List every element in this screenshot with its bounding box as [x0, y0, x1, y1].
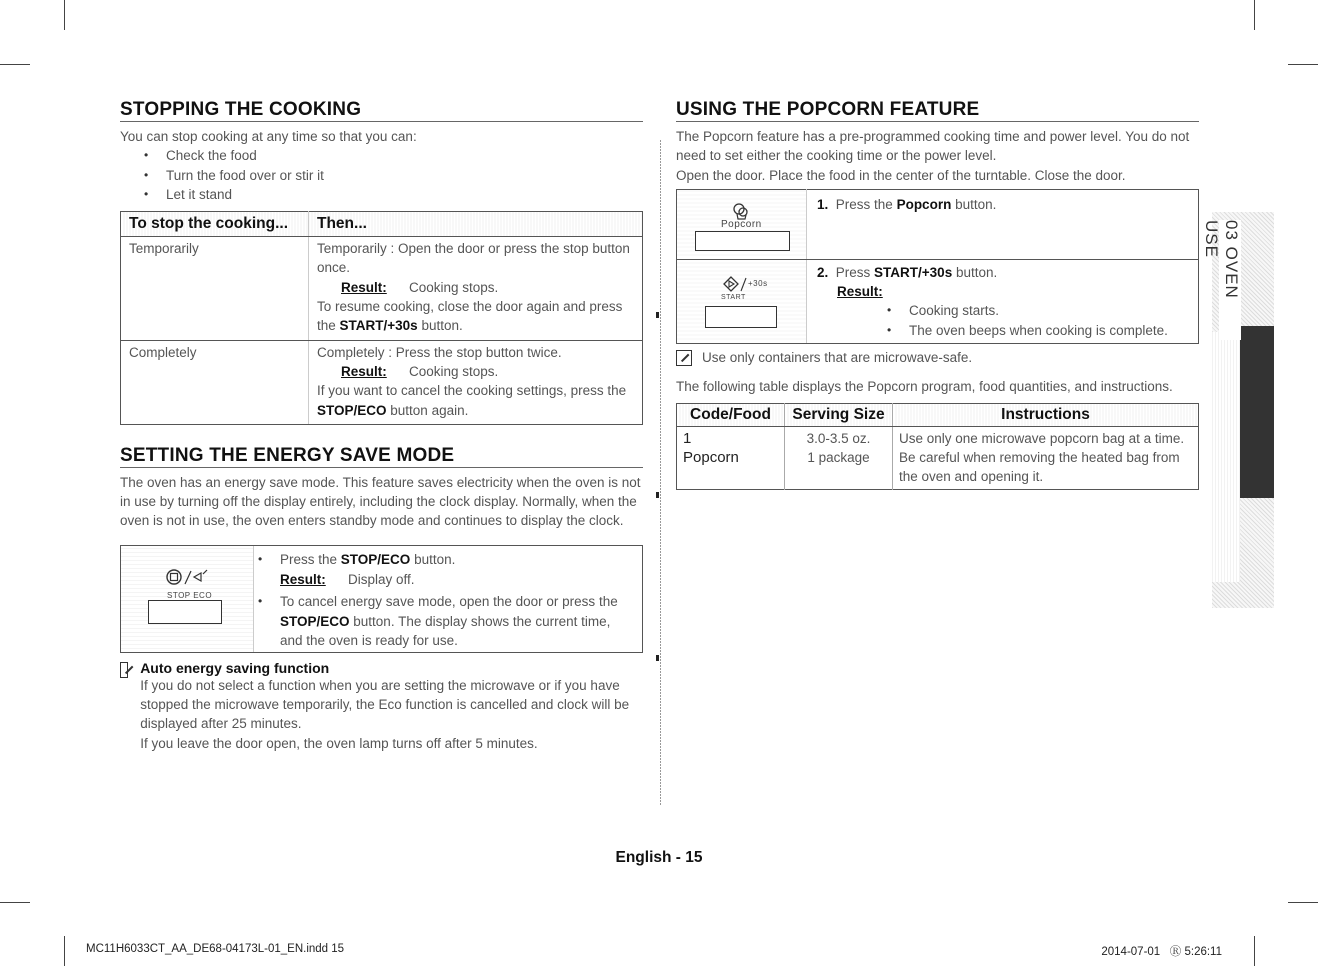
energy-steps-box	[120, 545, 643, 653]
section-title-stopping: STOPPING THE COOKING	[120, 98, 643, 122]
stopping-bullets	[144, 146, 643, 204]
text: button.	[417, 318, 463, 334]
table-cell	[309, 237, 643, 340]
button-name: STOP/ECO	[280, 613, 350, 629]
text: button.	[951, 196, 997, 212]
list-item: • Check the food	[144, 146, 643, 165]
popcorn-table	[676, 403, 1199, 490]
row-line	[317, 381, 634, 420]
crop-mark	[1254, 936, 1255, 966]
result-line	[317, 278, 634, 297]
button-name: Popcorn	[896, 196, 952, 212]
text: Press the	[835, 196, 897, 212]
crop-mark	[1288, 64, 1318, 65]
list-item: • Turn the food over or stir it	[144, 166, 643, 185]
step-number: 2.	[817, 264, 829, 280]
panel-label: START	[721, 293, 746, 301]
popcorn-intro: Open the door. Place the food in the center of the turntable. Close the door.	[676, 167, 1126, 183]
timestamp: 2014-07-01 Ⓡ 5:26:11	[1101, 946, 1222, 958]
list-item: • The oven beeps when cooking is complete.	[887, 321, 1188, 340]
crop-mark	[64, 936, 65, 966]
crop-mark	[1288, 902, 1318, 903]
column-divider	[660, 140, 661, 805]
text: button. The display shows the current time, and the oven is ready for use.	[280, 613, 611, 648]
step-cell	[807, 259, 1199, 343]
note-block	[120, 660, 643, 753]
section-title-popcorn: USING THE POPCORN FEATURE	[676, 98, 1199, 122]
table-header: Instructions	[893, 403, 1199, 426]
result-line	[280, 570, 636, 589]
step-number: 1.	[817, 196, 829, 212]
list-item	[258, 592, 636, 650]
result-text: Cooking stops.	[409, 279, 499, 295]
table-intro: The following table displays the Popcorn program, food quantities, and instructions.	[676, 379, 1173, 395]
step-line	[817, 263, 1188, 282]
result-label-line	[817, 282, 1188, 301]
button-name: START/+30s	[339, 318, 418, 334]
result-label: Result:	[280, 572, 326, 588]
display-window	[705, 306, 777, 328]
table-cell	[677, 426, 785, 489]
text: To cancel energy save mode, open the door or press the	[280, 594, 618, 610]
size-value: 3.0-3.5 oz.	[806, 430, 871, 446]
list-item: • Cooking starts.	[887, 301, 1188, 320]
text: To resume cooking, close the door again and press the	[317, 299, 623, 334]
note-content	[140, 660, 643, 753]
button-name: STOP/ECO	[340, 551, 411, 567]
stopping-intro: You can stop cooking at any time so that you can:	[120, 129, 417, 144]
note-title: Auto energy saving function	[140, 659, 330, 676]
result-label: Result:	[837, 284, 883, 300]
panel-sublabel: +30s	[748, 278, 768, 288]
divider-mark	[656, 492, 659, 498]
tab-marker	[1240, 326, 1274, 498]
step-cell	[807, 189, 1199, 259]
panel-label: Popcorn	[721, 218, 762, 230]
table-row	[677, 426, 1199, 489]
text: Press the	[280, 551, 341, 567]
note-text: Use only containers that are microwave-safe.	[702, 350, 973, 366]
table-header: Code/Food	[677, 403, 785, 426]
button-name: START/+30s	[874, 264, 953, 280]
text: button again.	[386, 402, 469, 418]
table-cell: Completely	[121, 340, 309, 424]
result-line	[317, 362, 634, 381]
table-header: To stop the cooking...	[121, 212, 309, 237]
popcorn-icon	[732, 202, 750, 220]
table-cell: Temporarily	[121, 237, 309, 340]
result-label: Result:	[341, 279, 387, 295]
file-info: MC11H6033CT_AA_DE68-04173L-01_EN.indd 15	[86, 943, 345, 955]
list-item	[258, 550, 636, 590]
control-panel-illustration	[121, 546, 254, 652]
result-text: Display off.	[348, 572, 415, 588]
tab-strip	[1212, 332, 1240, 582]
note-icon	[676, 350, 692, 366]
text: button.	[410, 551, 456, 567]
row-line: Completely : Press the stop button twice.	[317, 344, 562, 360]
row-line	[317, 297, 634, 336]
energy-intro: The oven has an energy save mode. This feature saves electricity when the oven is not in use by turning off the display entirely, including the clock display. Normally, when the oven is not in use, the oven enters standby mode and continues to display the clock.	[120, 474, 641, 529]
popcorn-steps-table	[676, 189, 1199, 344]
display-window	[695, 231, 790, 251]
text: button.	[952, 264, 998, 280]
popcorn-intro: The Popcorn feature has a pre-programmed cooking time and power level. You do not need to set either the cooking time or the power level.	[676, 129, 1190, 164]
crop-mark	[0, 64, 30, 65]
crop-mark	[0, 902, 30, 903]
list-item: • Let it stand	[144, 185, 643, 204]
table-row	[677, 189, 1199, 259]
note-block	[676, 348, 1199, 367]
chapter-label: 03 OVEN USE	[1219, 220, 1241, 340]
note-paragraph: If you do not select a function when you are setting the microwave or if you have stopped the microwave temporarily, the Eco function is cancelled and clock will be displayed after 25 minutes.	[140, 677, 630, 732]
energy-steps	[254, 546, 642, 652]
table-cell	[309, 340, 643, 424]
table-header: Then...	[309, 212, 643, 237]
table-header-row	[677, 403, 1199, 426]
right-column	[676, 98, 1199, 490]
food-value: Popcorn	[683, 448, 739, 466]
table-row	[121, 340, 643, 424]
divider-mark	[656, 312, 659, 318]
table-header-row	[121, 212, 643, 237]
display-window	[148, 600, 222, 624]
energy-step-list	[258, 550, 636, 650]
popcorn-panel-illustration	[677, 189, 807, 259]
stop-table	[120, 211, 643, 425]
table-cell	[785, 426, 893, 489]
stop-eco-icon	[163, 566, 223, 588]
table-row	[677, 259, 1199, 343]
row-line: Temporarily : Open the door or press the stop button once.	[317, 241, 630, 276]
chapter-tab	[1202, 212, 1274, 608]
page-number: English - 15	[615, 849, 703, 866]
text: If you want to cancel the cooking settings, press the	[317, 383, 627, 399]
button-name: STOP/ECO	[317, 402, 387, 418]
start-panel-illustration	[677, 259, 807, 343]
crop-mark	[64, 0, 65, 30]
code-value: 1	[683, 429, 692, 447]
note-icon	[120, 662, 128, 678]
result-list	[887, 301, 1188, 340]
panel-label: STOP ECO	[167, 590, 213, 600]
table-header: Serving Size	[785, 403, 893, 426]
divider-mark	[656, 655, 659, 661]
result-label: Result:	[341, 363, 387, 379]
size-value: 1 package	[807, 449, 870, 465]
crop-mark	[1254, 0, 1255, 30]
note-paragraph: If you leave the door open, the oven lamp turns off after 5 minutes.	[140, 735, 538, 751]
table-cell: Use only one microwave popcorn bag at a time. Be careful when removing the heated bag from the oven and opening it.	[899, 430, 1185, 485]
text: Press	[835, 264, 875, 280]
result-text: Cooking stops.	[409, 363, 499, 379]
table-row	[121, 237, 643, 340]
left-column	[120, 98, 643, 753]
section-title-energy: SETTING THE ENERGY SAVE MODE	[120, 444, 643, 468]
